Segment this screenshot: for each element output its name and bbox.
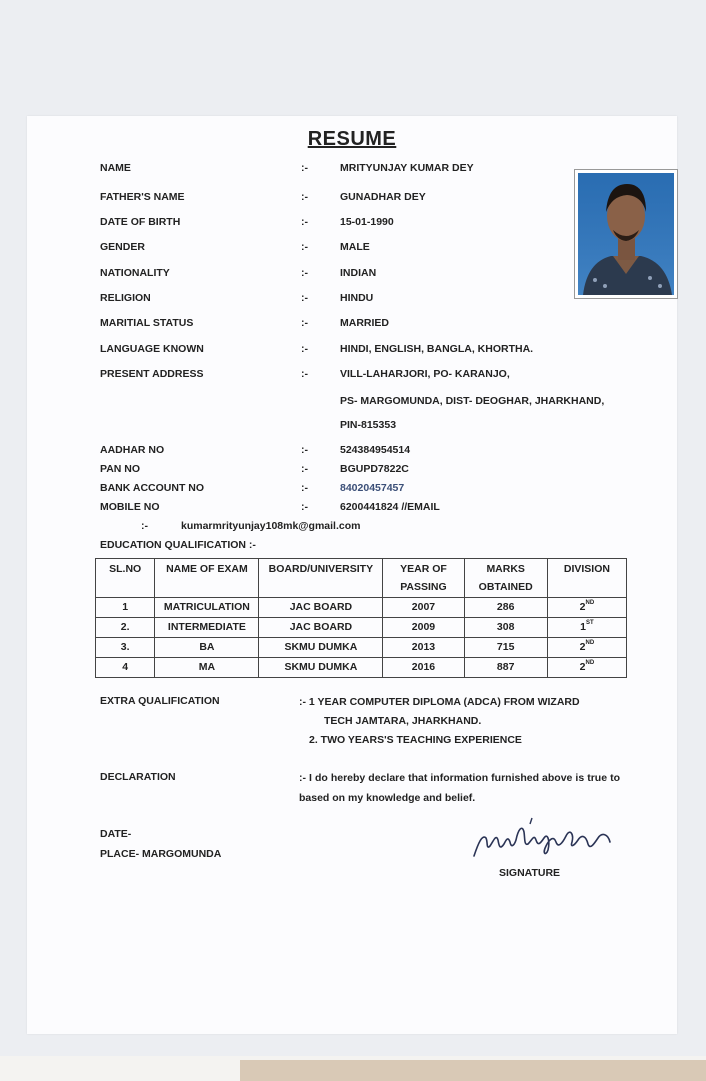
cell-marks: 887 (464, 658, 547, 678)
gender-label: GENDER (100, 241, 145, 253)
cell-year: 2016 (383, 658, 464, 678)
header-year: YEAR OF PASSING (383, 559, 464, 598)
aadhar-label: AADHAR NO (100, 444, 165, 456)
resume-title: RESUME (307, 128, 397, 150)
declaration-label: DECLARATION (100, 771, 176, 783)
language-value: HINDI, ENGLISH, BANGLA, KHORTHA. (340, 343, 534, 355)
address-line-2: PS- MARGOMUNDA, DIST- DEOGHAR, JHARKHAND, (340, 395, 605, 407)
email-separator: :- (141, 520, 148, 532)
address-line-1: VILL-LAHARJORI, PO- KARANJO, (340, 368, 510, 380)
cell-marks: 715 (464, 638, 547, 658)
marital-status-separator: :- (301, 317, 308, 329)
address-separator: :- (301, 368, 308, 380)
header-board: BOARD/UNIVERSITY (259, 559, 383, 598)
pan-separator: :- (301, 463, 308, 475)
cell-year: 2007 (383, 598, 464, 618)
header-division: DIVISION (547, 559, 626, 598)
dob-separator: :- (301, 216, 308, 228)
cell-division: 1ST (547, 618, 626, 638)
cell-board: JAC BOARD (259, 618, 383, 638)
profile-photo (574, 169, 678, 299)
cell-division: 2ND (547, 638, 626, 658)
cell-slno: 4 (96, 658, 155, 678)
header-marks: MARKS OBTAINED (464, 559, 547, 598)
pan-value: BGUPD7822C (340, 463, 409, 475)
language-label: LANGUAGE KNOWN (100, 343, 204, 355)
cell-board: JAC BOARD (259, 598, 383, 618)
place-label: PLACE- MARGOMUNDA (100, 848, 222, 860)
email-value: kumarmrityunjay108mk@gmail.com (181, 520, 361, 532)
nationality-label: NATIONALITY (100, 267, 170, 279)
table-row (96, 598, 627, 618)
marital-status-value: MARRIED (340, 317, 389, 329)
handwritten-signature (470, 816, 620, 862)
marital-status-label: MARITIAL STATUS (100, 317, 194, 329)
cell-exam: INTERMEDIATE (155, 618, 259, 638)
address-line-3: PIN-815353 (340, 419, 397, 431)
extra-qualification-label: EXTRA QUALIFICATION (100, 695, 220, 707)
extra-qualification-line-3: 2. TWO YEARS'S TEACHING EXPERIENCE (309, 734, 522, 746)
cell-marks: 286 (464, 598, 547, 618)
religion-value: HINDU (340, 292, 374, 304)
name-label: NAME (100, 162, 131, 174)
cell-division: 2ND (547, 598, 626, 618)
cell-slno: 2. (96, 618, 155, 638)
cell-division: 2ND (547, 658, 626, 678)
cell-board: SKMU DUMKA (259, 638, 383, 658)
cell-exam: MA (155, 658, 259, 678)
bank-account-label: BANK ACCOUNT NO (100, 482, 205, 494)
cell-slno: 3. (96, 638, 155, 658)
education-heading: EDUCATION QUALIFICATION :- (100, 539, 256, 551)
signature-label: SIGNATURE (499, 867, 561, 879)
cell-year: 2009 (383, 618, 464, 638)
dob-value: 15-01-1990 (340, 216, 394, 228)
header-exam: NAME OF EXAM (155, 559, 259, 598)
background-paper (240, 1060, 706, 1081)
nationality-value: INDIAN (340, 267, 377, 279)
mobile-value: 6200441824 //EMAIL (340, 501, 440, 513)
cell-exam: BA (155, 638, 259, 658)
religion-label: RELIGION (100, 292, 151, 304)
religion-separator: :- (301, 292, 308, 304)
bank-account-separator: :- (301, 482, 308, 494)
cell-exam: MATRICULATION (155, 598, 259, 618)
cell-year: 2013 (383, 638, 464, 658)
extra-qualification-line-2: TECH JAMTARA, JHARKHAND. (324, 715, 482, 727)
cell-slno: 1 (96, 598, 155, 618)
aadhar-value: 524384954514 (340, 444, 411, 456)
gender-separator: :- (301, 241, 308, 253)
pan-label: PAN NO (100, 463, 141, 475)
education-table (95, 558, 627, 678)
cell-marks: 308 (464, 618, 547, 638)
education-table-header (96, 559, 627, 598)
header-slno: SL.NO (96, 559, 155, 598)
father-name-label: FATHER'S NAME (100, 191, 185, 203)
cell-board: SKMU DUMKA (259, 658, 383, 678)
table-row (96, 638, 627, 658)
name-value: MRITYUNJAY KUMAR DEY (340, 162, 474, 174)
gender-value: MALE (340, 241, 370, 253)
table-row (96, 658, 627, 678)
mobile-label: MOBILE NO (100, 501, 160, 513)
resume-page (27, 116, 677, 1034)
mobile-separator: :- (301, 501, 308, 513)
address-label: PRESENT ADDRESS (100, 368, 204, 380)
father-name-separator: :- (301, 191, 308, 203)
date-label: DATE- (100, 828, 132, 840)
aadhar-separator: :- (301, 444, 308, 456)
table-row (96, 618, 627, 638)
name-separator: :- (301, 162, 308, 174)
nationality-separator: :- (301, 267, 308, 279)
dob-label: DATE OF BIRTH (100, 216, 181, 228)
bank-account-value: 84020457457 (340, 482, 405, 494)
language-separator: :- (301, 343, 308, 355)
declaration-text: :- I do hereby declare that information furnished above is true to based on my knowledge and belief. (299, 772, 620, 804)
father-name-value: GUNADHAR DEY (340, 191, 426, 203)
extra-qualification-line-1: :- 1 YEAR COMPUTER DIPLOMA (ADCA) FROM WIZARD (299, 696, 580, 708)
